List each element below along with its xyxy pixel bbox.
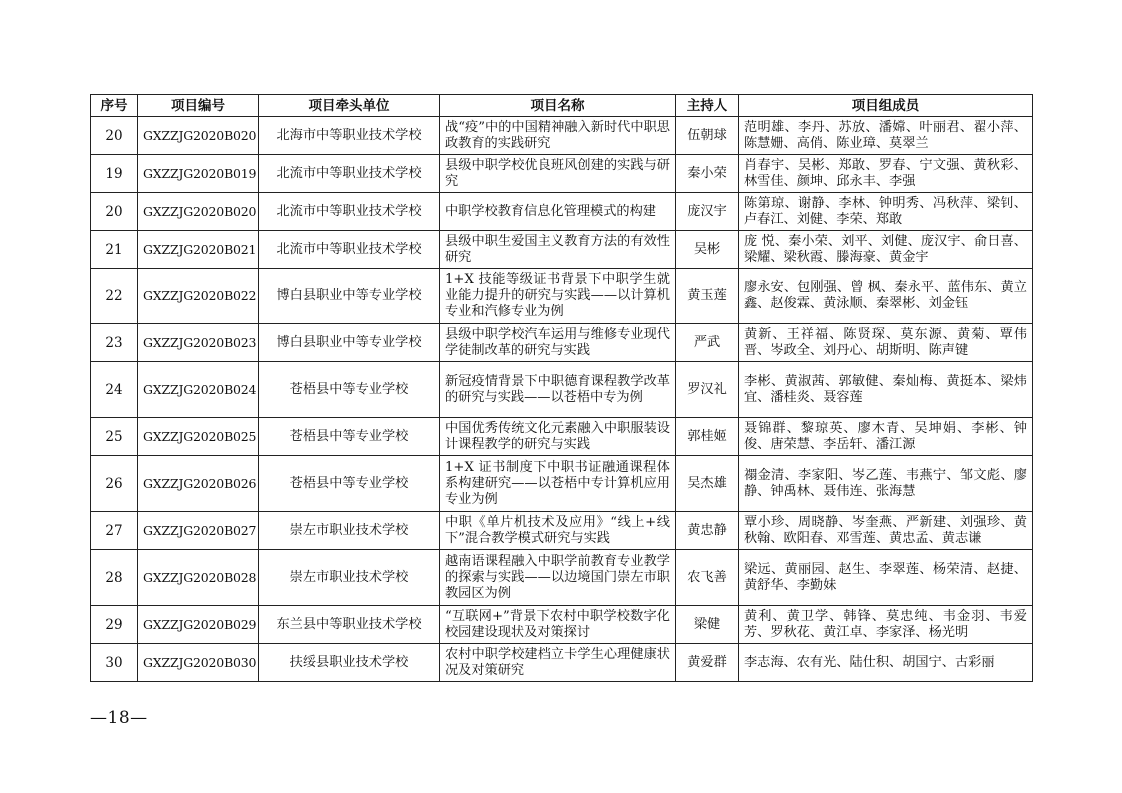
row-host: 秦小荣 [676, 155, 739, 193]
row-members: 梁远、黄丽园、赵生、李翠莲、杨荣清、赵捷、黄舒华、李勤妹 [739, 550, 1033, 606]
row-project-name: 农村中职学校建档立卡学生心理健康状况及对策研究 [440, 644, 676, 682]
table-row [91, 418, 1033, 456]
row-unit: 北流市中等职业技术学校 [259, 155, 440, 193]
row-members: 庞 悦、秦小荣、刘平、刘健、庞汉宇、俞日喜、梁耀、梁秋霞、滕海豪、黄金宇 [739, 231, 1033, 269]
row-members: 禤金清、李家阳、岑乙莲、韦燕宁、邹文彪、廖静、钟禹林、聂伟连、张海慧 [739, 456, 1033, 512]
row-num: 23 [91, 324, 138, 362]
table-row [91, 550, 1033, 606]
row-num: 28 [91, 550, 138, 606]
table-row [91, 193, 1033, 231]
row-members: 黄利、黄卫学、韩锋、莫忠纯、韦金羽、韦爱芳、罗秋花、黄江卓、李家泽、杨光明 [739, 606, 1033, 644]
row-code: GXZZJG2020B020 [138, 117, 259, 155]
row-members: 廖永安、包刚强、曾 枫、秦永平、蓝伟东、黄立鑫、赵俊霖、黄泳顺、秦翠彬、刘金钰 [739, 269, 1033, 324]
row-code: GXZZJG2020B026 [138, 456, 259, 512]
header-num: 序号 [91, 95, 138, 117]
row-members: 李志海、农有光、陆仕积、胡国宁、古彩丽 [739, 644, 1033, 682]
row-host: 黄玉莲 [676, 269, 739, 324]
row-num: 27 [91, 512, 138, 550]
row-code: GXZZJG2020B024 [138, 362, 259, 418]
row-unit: 北海市中等职业技术学校 [259, 117, 440, 155]
row-project-name: 1+X 证书制度下中职书证融通课程体系构建研究——以苍梧中专计算机应用专业为例 [440, 456, 676, 512]
row-project-name: 新冠疫情背景下中职德育课程教学改革的研究与实践——以苍梧中专为例 [440, 362, 676, 418]
row-members: 范明雄、李丹、苏放、潘嫦、叶丽君、翟小萍、陈慧姗、高俏、陈业璋、莫翠兰 [739, 117, 1033, 155]
table-row [91, 324, 1033, 362]
row-num: 20 [91, 117, 138, 155]
row-project-name: 县级中职学校汽车运用与维修专业现代学徒制改革的研究与实践 [440, 324, 676, 362]
row-host: 农飞善 [676, 550, 739, 606]
row-members: 肖春宇、吴彬、郑敢、罗春、宁文强、黄秋彩、林雪佳、颜坤、邱永丰、李强 [739, 155, 1033, 193]
row-code: GXZZJG2020B020 [138, 193, 259, 231]
row-project-name: 战“疫”中的中国精神融入新时代中职思政教育的实践研究 [440, 117, 676, 155]
row-code: GXZZJG2020B022 [138, 269, 259, 324]
row-members: 陈第琼、谢静、李林、钟明秀、冯秋萍、梁钊、卢春江、刘健、李荣、郑敢 [739, 193, 1033, 231]
table-row [91, 606, 1033, 644]
row-host: 吴彬 [676, 231, 739, 269]
row-code: GXZZJG2020B027 [138, 512, 259, 550]
row-code: GXZZJG2020B019 [138, 155, 259, 193]
row-num: 19 [91, 155, 138, 193]
row-project-name: 越南语课程融入中职学前教育专业教学的探索与实践——以边境国门崇左市职教园区为例 [440, 550, 676, 606]
row-unit: 北流市中等职业技术学校 [259, 193, 440, 231]
row-num: 25 [91, 418, 138, 456]
table-row [91, 231, 1033, 269]
row-members: 聂锦群、黎琼英、廖木青、吴坤娟、李彬、钟俊、唐荣慧、李岳轩、潘江源 [739, 418, 1033, 456]
table-header-row [91, 95, 1033, 117]
row-host: 伍朝球 [676, 117, 739, 155]
row-project-name: 县级中职生爱国主义教育方法的有效性研究 [440, 231, 676, 269]
row-unit: 苍梧县中等专业学校 [259, 456, 440, 512]
row-num: 30 [91, 644, 138, 682]
row-code: GXZZJG2020B025 [138, 418, 259, 456]
row-host: 黄忠静 [676, 512, 739, 550]
row-host: 庞汉宇 [676, 193, 739, 231]
row-members: 覃小珍、周晓静、岑奎燕、严新建、刘强珍、黄秋翰、欧阳春、邓雪莲、黄忠孟、黄志谦 [739, 512, 1033, 550]
row-unit: 北流市中等职业技术学校 [259, 231, 440, 269]
page-number: —18— [90, 708, 148, 728]
row-num: 29 [91, 606, 138, 644]
row-host: 黄爱群 [676, 644, 739, 682]
row-num: 26 [91, 456, 138, 512]
row-code: GXZZJG2020B021 [138, 231, 259, 269]
row-unit: 苍梧县中等专业学校 [259, 418, 440, 456]
row-code: GXZZJG2020B028 [138, 550, 259, 606]
row-code: GXZZJG2020B030 [138, 644, 259, 682]
row-project-name: 中职学校教育信息化管理模式的构建 [440, 193, 676, 231]
row-unit: 崇左市职业技术学校 [259, 512, 440, 550]
header-host: 主持人 [676, 95, 739, 117]
row-unit: 扶绥县职业技术学校 [259, 644, 440, 682]
table-row [91, 269, 1033, 324]
row-members: 黄新、王祥福、陈贤琛、莫东源、黄菊、覃伟晋、岑政全、刘丹心、胡斯明、陈声键 [739, 324, 1033, 362]
row-members: 李彬、黄淑茜、郭敏健、秦灿梅、黄挺本、梁炜宜、潘桂炎、聂容莲 [739, 362, 1033, 418]
row-num: 20 [91, 193, 138, 231]
projects-table [90, 94, 1033, 682]
row-host: 罗汉礼 [676, 362, 739, 418]
row-project-name: 1+X 技能等级证书背景下中职学生就业能力提升的研究与实践——以计算机专业和汽修专业为例 [440, 269, 676, 324]
header-code: 项目编号 [138, 95, 259, 117]
row-project-name: 县级中职学校优良班风创建的实践与研究 [440, 155, 676, 193]
table-row [91, 155, 1033, 193]
row-num: 24 [91, 362, 138, 418]
row-host: 严武 [676, 324, 739, 362]
row-unit: 崇左市职业技术学校 [259, 550, 440, 606]
row-project-name: “互联网+”背景下农村中职学校数字化校园建设现状及对策探讨 [440, 606, 676, 644]
row-host: 吴杰雄 [676, 456, 739, 512]
row-host: 郭桂姬 [676, 418, 739, 456]
row-project-name: 中国优秀传统文化元素融入中职服装设计课程教学的研究与实践 [440, 418, 676, 456]
header-name: 项目名称 [440, 95, 676, 117]
table-row [91, 456, 1033, 512]
row-unit: 博白县职业中等专业学校 [259, 269, 440, 324]
table-row [91, 512, 1033, 550]
table-row [91, 117, 1033, 155]
header-unit: 项目牵头单位 [259, 95, 440, 117]
table-row [91, 644, 1033, 682]
row-num: 21 [91, 231, 138, 269]
row-code: GXZZJG2020B023 [138, 324, 259, 362]
header-members: 项目组成员 [739, 95, 1033, 117]
row-project-name: 中职《单片机技术及应用》“线上+线下”混合教学模式研究与实践 [440, 512, 676, 550]
row-unit: 苍梧县中等专业学校 [259, 362, 440, 418]
row-code: GXZZJG2020B029 [138, 606, 259, 644]
row-unit: 东兰县中等职业技术学校 [259, 606, 440, 644]
row-num: 22 [91, 269, 138, 324]
row-unit: 博白县职业中等专业学校 [259, 324, 440, 362]
table-row [91, 362, 1033, 418]
row-host: 梁健 [676, 606, 739, 644]
